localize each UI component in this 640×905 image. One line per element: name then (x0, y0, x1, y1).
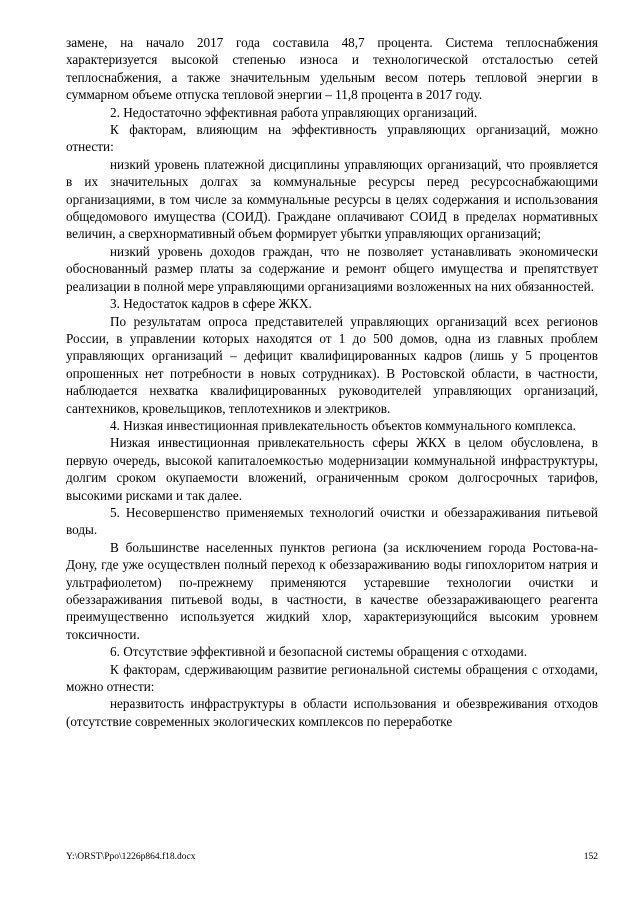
list-item: низкий уровень платежной дисциплины управляющих организаций, что проявляется в их значительных долгах за коммунальные ресурсы перед ресурсоснабжающими организациями, в том числе за коммунальные ресурсы в целях содержания и использования общедомового имущества (СОИД). Граждане оплачивают СОИД в пределах нормативных величин, а сверхнормативный объем формирует убытки управляющих организаций; (66, 156, 598, 242)
section-heading: 4. Низкая инвестиционная привлекательность объектов коммунального комплекса. (110, 417, 576, 433)
paragraph: К факторам, влияющим на эффективность управляющих организаций, можно отнести: (66, 122, 598, 155)
section-heading: 2. Недостаточно эффективная работа управляющих организаций. (110, 104, 478, 120)
paragraph: замене, на начало 2017 года составила 48,7 процента. Система теплоснабжения характеризуется высокой степенью износа и технологической отсталостью сетей теплоснабжения, а также значительным удельным весом потерь тепловой энергии в суммарном объеме отпуска тепловой энергии – 11,8 процента в 2017 году. (66, 35, 598, 103)
section-heading: 3. Недостаток кадров в сфере ЖКХ. (110, 296, 312, 312)
section-heading: 6. Отсутствие эффективной и безопасной системы обращения с отходами. (110, 644, 528, 660)
body-text (66, 34, 598, 730)
paragraph: В большинстве населенных пунктов региона (за исключением города Ростова-на-Дону, где уже осуществлен полный переход к обеззараживанию воды гипохлоритом натрия и ультрафиолетом) по-прежнему применяются устаревшие технологии очистки и обеззараживания питьевой воды, в частности, в качестве обеззараживающего реагента преимущественно используется жидкий хлор, характеризующийся высоким уровнем токсичности. (66, 539, 598, 642)
list-item: низкий уровень доходов граждан, что не позволяет устанавливать экономически обоснованный размер платы за содержание и ремонт общего имущества и препятствует реализации в полной мере управляющими организациями возложенных на них обязанностей. (66, 243, 598, 294)
list-item: неразвитость инфраструктуры в области использования и обезвреживания отходов (отсутствие современных экологических комплексов по переработке (66, 696, 598, 729)
footer-file-path: Y:\ORST\Ppo\1226p864.f18.docx (66, 852, 196, 862)
paragraph: Низкая инвестиционная привлекательность сферы ЖКХ в целом обусловлена, в первую очередь, высокой капиталоемкостью модернизации коммунальной инфраструктуры, долгим сроком окупаемости вложений, ограниченным сроком долгосрочных тарифов, высокими рисками и так далее. (66, 435, 598, 503)
page-number: 152 (583, 852, 598, 862)
paragraph: К факторам, сдерживающим развитие региональной системы обращения с отходами, можно отнести: (66, 661, 598, 695)
paragraph: По результатам опроса представителей управляющих организаций всех регионов России, в управлении которых находятся от 1 до 500 домов, одна из главных проблем управляющих организаций – дефицит квалифицированных кадров (лишь у 5 процентов опрошенных нет потребности в новых сотрудниках). В Ростовской области, в частности, наблюдается нехватка квалифицированных руководителей управляющих организаций, сантехников, кровельщиков, теплотехников и электриков. (66, 313, 598, 416)
section-heading: 5. Несовершенство применяемых технологий очистки и обеззараживания питьевой воды. (66, 504, 598, 538)
